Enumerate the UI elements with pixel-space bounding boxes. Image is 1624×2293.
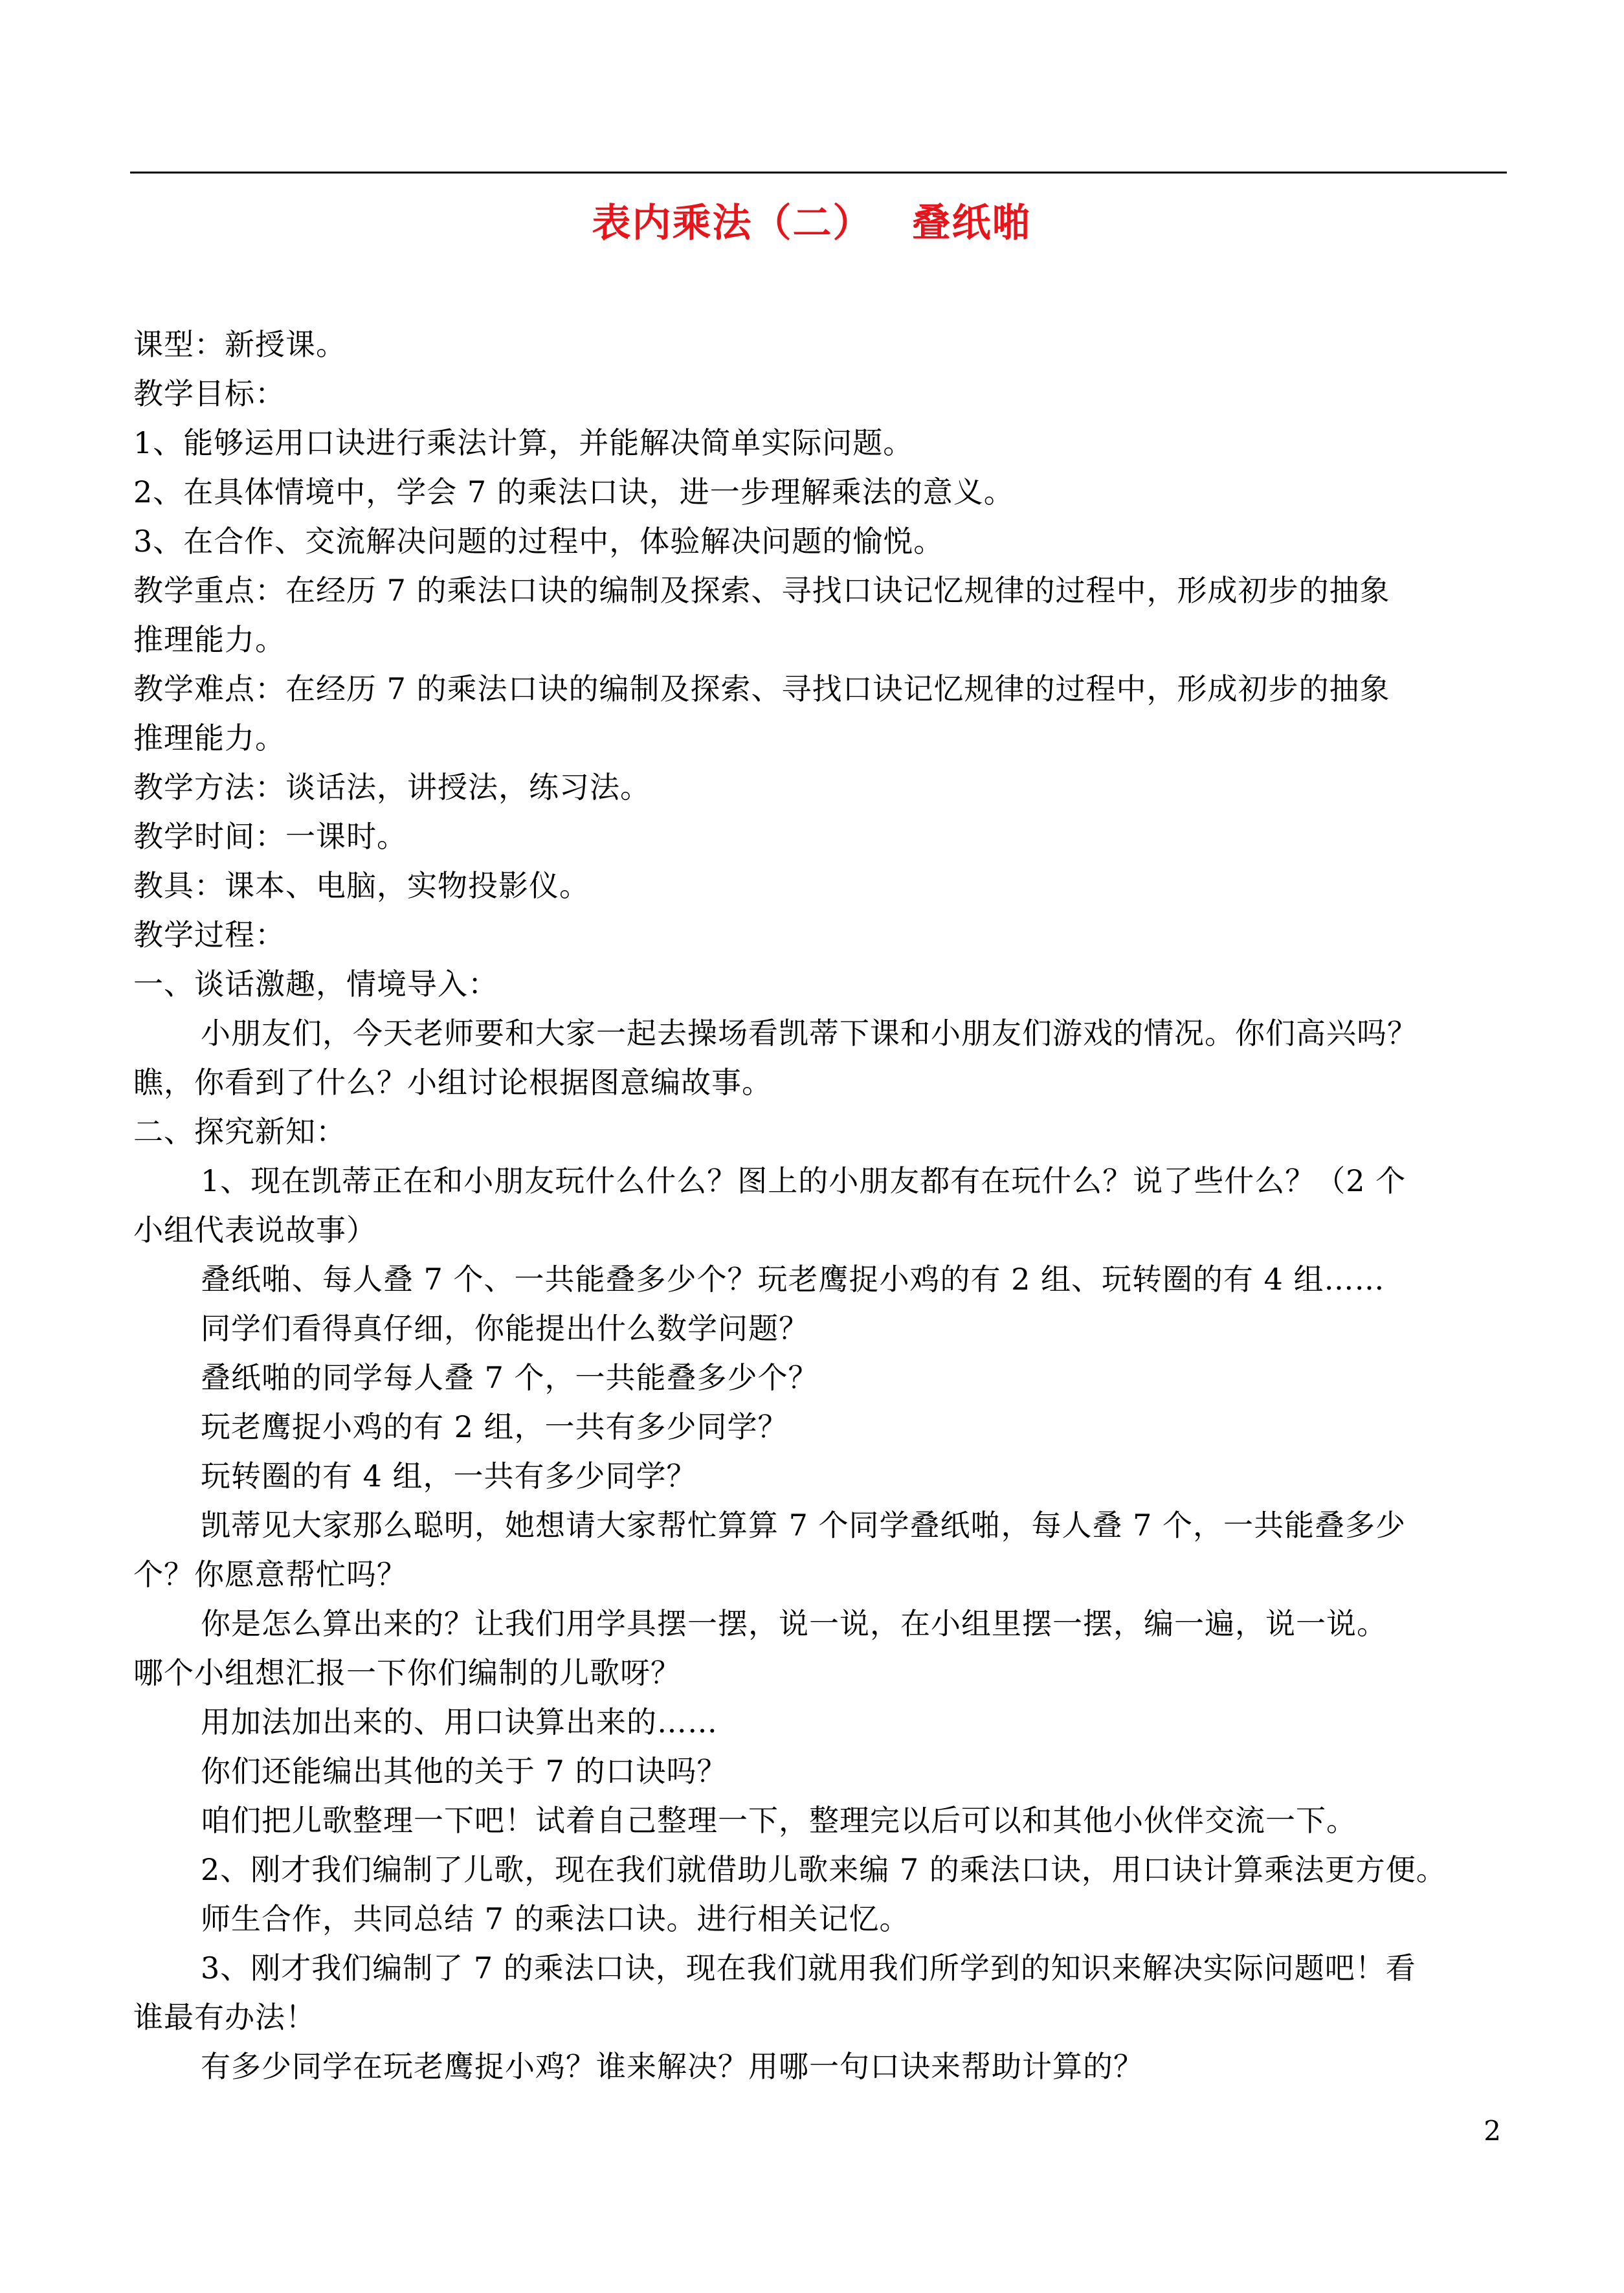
- text-line: 凯蒂见大家那么聪明，她想请大家帮忙算算 7 个同学叠纸啪，每人叠 7 个，一共能叠多少: [201, 1508, 1407, 1543]
- text-line: 同学们看得真仔细，你能提出什么数学问题？: [201, 1311, 809, 1346]
- text-line: 个？你愿意帮忙吗？: [133, 1557, 407, 1592]
- text-line: 推理能力。: [133, 721, 285, 755]
- title-sub: 叠纸啪: [911, 201, 1032, 246]
- text-line: 3、在合作、交流解决问题的过程中，体验解决问题的愉悦。: [133, 524, 944, 559]
- text-line: 2、刚才我们编制了儿歌，现在我们就借助儿歌来编 7 的乘法口诀，用口诀计算乘法更方便。: [201, 1852, 1447, 1887]
- text-line: 瞧，你看到了什么？小组讨论根据图意编故事。: [133, 1065, 772, 1100]
- text-line: 1、能够运用口诀进行乘法计算，并能解决简单实际问题。: [133, 425, 914, 460]
- title-main: 表内乘法（二）: [592, 201, 873, 246]
- text-line: 课型：新授课。: [133, 327, 346, 362]
- text-line: 教学难点：在经历 7 的乘法口诀的编制及探索、寻找口诀记忆规律的过程中，形成初步的抽象: [133, 671, 1390, 706]
- text-line: 小朋友们，今天老师要和大家一起去操场看凯蒂下课和小朋友们游戏的情况。你们高兴吗？: [201, 1016, 1418, 1051]
- text-line: 教学时间：一课时。: [133, 819, 407, 854]
- text-line: 二、探究新知：: [133, 1114, 346, 1149]
- text-line: 2、在具体情境中，学会 7 的乘法口诀，进一步理解乘法的意义。: [133, 475, 1014, 509]
- text-line: 咱们把儿歌整理一下吧！试着自己整理一下，整理完以后可以和其他小伙伴交流一下。: [201, 1803, 1357, 1838]
- text-line: 用加法加出来的、用口诀算出来的……: [201, 1705, 718, 1739]
- text-line: 你们还能编出其他的关于 7 的口诀吗？: [201, 1754, 728, 1789]
- text-line: 教学过程：: [133, 917, 285, 952]
- text-line: 师生合作，共同总结 7 的乘法口诀。进行相关记忆。: [201, 1901, 910, 1936]
- text-line: 哪个小组想汇报一下你们编制的儿歌呀？: [133, 1655, 681, 1690]
- text-line: 小组代表说故事）: [133, 1213, 377, 1247]
- text-line: 教学方法：谈话法，讲授法，练习法。: [133, 770, 651, 805]
- text-line: 玩转圈的有 4 组，一共有多少同学？: [201, 1459, 697, 1493]
- page-title: [0, 194, 1624, 252]
- text-line: 教学目标：: [133, 376, 285, 411]
- text-line: 叠纸啪的同学每人叠 7 个，一共能叠多少个？: [201, 1360, 819, 1395]
- text-line: 叠纸啪、每人叠 7 个、一共能叠多少个？玩老鹰捉小鸡的有 2 组、玩转圈的有 4 组……: [201, 1262, 1385, 1297]
- text-line: 玩老鹰捉小鸡的有 2 组，一共有多少同学？: [201, 1409, 788, 1444]
- text-line: 推理能力。: [133, 622, 285, 657]
- text-line: 谁最有办法！: [133, 2000, 316, 2035]
- text-line: 你是怎么算出来的？让我们用学具摆一摆，说一说，在小组里摆一摆，编一遍，说一说。: [201, 1606, 1387, 1641]
- document-body: [133, 320, 1506, 2091]
- text-line: 有多少同学在玩老鹰捉小鸡？谁来解决？用哪一句口诀来帮助计算的？: [201, 2049, 1144, 2084]
- text-line: 3、刚才我们编制了 7 的乘法口诀，现在我们就用我们所学到的知识来解决实际问题吧！看: [201, 1951, 1416, 1985]
- text-line: 1、现在凯蒂正在和小朋友玩什么什么？图上的小朋友都有在玩什么？说了些什么？（2 个: [201, 1163, 1407, 1198]
- text-line: 教具：课本、电脑，实物投影仪。: [133, 868, 590, 903]
- page-number: 2: [1484, 2115, 1501, 2147]
- text-line: 一、谈话激趣，情境导入：: [133, 967, 498, 1001]
- text-line: 教学重点：在经历 7 的乘法口诀的编制及探索、寻找口诀记忆规律的过程中，形成初步的抽象: [133, 573, 1390, 608]
- header-rule: [130, 172, 1507, 173]
